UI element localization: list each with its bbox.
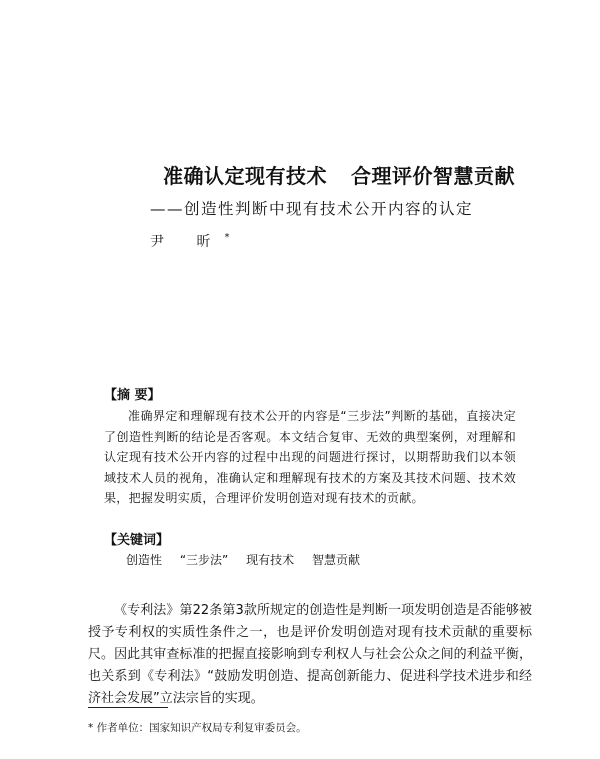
footnote-divider xyxy=(88,707,168,708)
title-part-2: 合理评价智慧贡献 xyxy=(351,164,515,188)
author-line xyxy=(150,231,229,251)
keywords-list xyxy=(126,551,506,568)
title-part-1: 准确认定现有技术 xyxy=(163,164,327,188)
keyword-item: “三步法” xyxy=(179,553,229,567)
author-footnote-marker: * xyxy=(224,232,230,243)
author-name: 尹 昕 xyxy=(150,234,225,250)
keywords-heading: 【关键词】 xyxy=(104,533,170,548)
abstract-heading: 【摘 要】 xyxy=(104,388,161,403)
keyword-item: 创造性 xyxy=(126,553,163,567)
footnote: * 作者单位：国家知识产权局专利复审委员会。 xyxy=(88,722,307,734)
body-paragraph: 《专利法》第22条第3款所规定的创造性是判断一项发明创造是否能够被授予专利权的实质性条件之一，也是评价发明创造对现有技术贡献的重要标尺。因此其审查标准的把握直接影响到专利权人与社会公众之间的利益平衡，也关系到《专利法》“鼓励发明创造、提高创新能力、促进科学技术进步和经济社会发展”立法宗旨的实现。 xyxy=(88,603,532,706)
abstract-text: 准确界定和理解现有技术公开的内容是“三步法”判断的基础，直接决定了创造性判断的结论是否客观。本文结合复审、无效的典型案例，对理解和认定现有技术公开内容的过程中出现的问题进行探讨，以期帮助我们以本领域技术人员的视角，准确认定和理解现有技术的方案及其技术问题、技术效果，把握发明实质，合理评价发明创造对现有技术的贡献。 xyxy=(104,409,516,505)
article-subtitle: ——创造性判断中现有技术公开内容的认定 xyxy=(150,200,474,218)
keyword-item: 现有技术 xyxy=(246,553,295,567)
article-title xyxy=(163,160,583,189)
keyword-item: 智慧贡献 xyxy=(311,553,360,567)
